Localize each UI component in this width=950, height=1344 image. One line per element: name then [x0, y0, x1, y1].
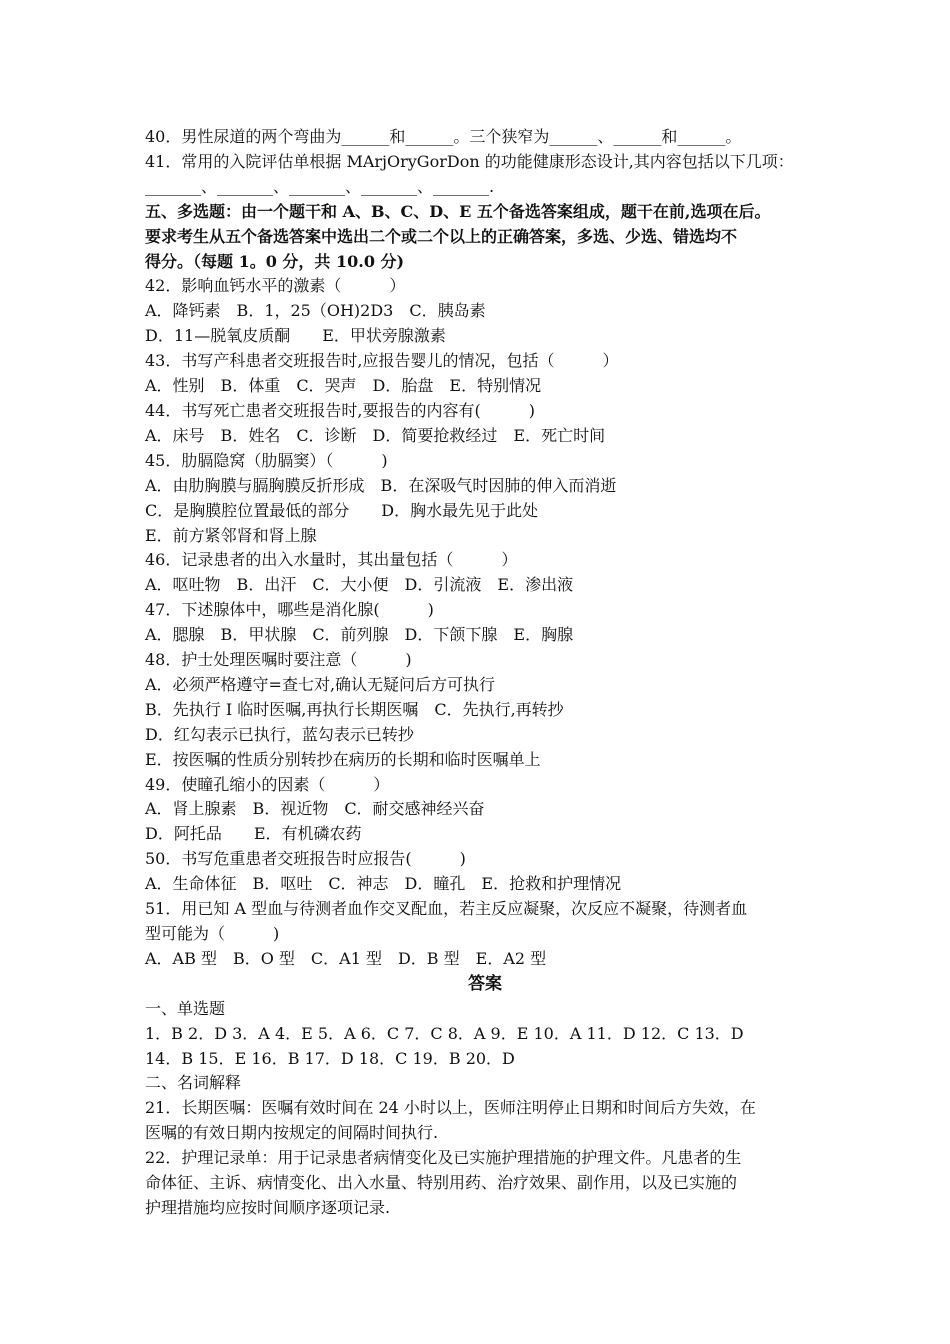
question-49-options-2: D．阿托品 E．有机磷农药	[145, 824, 362, 844]
question-46-options: A．呕吐物 B．出汗 C．大小便 D．引流液 E．渗出液	[145, 575, 574, 595]
question-45-options-1: A．由肋胸膜与膈胸膜反折形成 B．在深吸气时因肺的伸入而消逝	[145, 475, 617, 495]
question-43: 43．书写产科患者交班报告时,应报告婴儿的情况，包括（ ）	[145, 351, 619, 371]
question-48: 48．护士处理医嘱时要注意（ )	[145, 650, 412, 670]
answer-21-cont: 医嘱的有效日期内按规定的间隔时间执行.	[145, 1123, 439, 1143]
answer-22-cont-2: 护理措施均应按时间顺序逐项记录.	[145, 1197, 391, 1217]
question-47: 47．下述腺体中，哪些是消化腺( )	[145, 600, 434, 620]
answers-heading: 答案	[468, 973, 502, 994]
question-48-option-bc: B．先执行 I 临时医嘱,再执行长期医嘱 C．先执行,再转抄	[145, 699, 564, 719]
section-5-instructions: 要求考生从五个备选答案中选出二个或二个以上的正确答案，多选、少选、错选均不	[145, 226, 738, 246]
question-45: 45．肋膈隐窝（肋膈窦）（ )	[145, 450, 388, 470]
section-5-scoring: 得分。（每题 1。0 分，共 10.0 分)	[145, 251, 405, 271]
question-49-options-1: A．肾上腺素 B．视近物 C．耐交感神经兴奋	[145, 799, 485, 819]
question-49: 49．使瞳孔缩小的因素（ ）	[145, 774, 390, 794]
document-page	[145, 125, 825, 1221]
question-44-options: A．床号 B．姓名 C．诊断 D．简要抢救经过 E．死亡时间	[145, 425, 606, 445]
question-45-options-3: E．前方紧邻肾和肾上腺	[145, 525, 317, 545]
answers-section-1: 一、单选题	[145, 998, 226, 1018]
question-45-options-2: C．是胸膜腔位置最低的部分 D．胸水最先见于此处	[145, 500, 539, 520]
question-41: 41．常用的入院评估单根据 MArjOryGorDon 的功能健康形态设计,其内容包括以下几项：	[145, 151, 794, 171]
answer-22: 22．护理记录单：用于记录患者病情变化及已实施护理措施的护理文件。凡患者的生	[145, 1148, 742, 1168]
answers-row-1: 1．B 2．D 3．A 4．E 5．A 6．C 7．C 8．A 9．E 10．A 11．D 12．C 13．D	[145, 1023, 744, 1043]
answer-22-cont-1: 命体征、主诉、病情变化、出入水量、特别用药、治疗效果、副作用，以及已实施的	[145, 1173, 738, 1193]
question-46: 46．记录患者的出入水量时，其出量包括（ ）	[145, 550, 518, 570]
question-47-options: A．腮腺 B．甲状腺 C．前列腺 D．下颌下腺 E．胸腺	[145, 625, 574, 645]
question-42-options-1: A．降钙素 B．1，25（OH)2D3 C．胰岛素	[145, 301, 486, 321]
question-50: 50．书写危重患者交班报告时应报告( )	[145, 849, 466, 869]
question-44: 44．书写死亡患者交班报告时,要报告的内容有( )	[145, 400, 535, 420]
question-51-cont: 型可能为（ )	[145, 924, 280, 943]
question-43-options: A．性别 B．体重 C．哭声 D．胎盘 E．特别情况	[145, 376, 542, 396]
question-51: 51．用已知 A 型血与待测者血作交叉配血，若主反应凝聚，次反应不凝聚，待测者血	[145, 899, 748, 919]
question-50-options: A．生命体征 B．呕吐 C．神志 D．瞳孔 E．抢救和护理情况	[145, 874, 622, 894]
question-41-blanks: _______、_______、_______、_______、_______.	[145, 176, 495, 196]
question-51-options: A．AB 型 B．O 型 C．A1 型 D．B 型 E．A2 型	[145, 948, 547, 968]
question-48-option-a: A．必须严格遵守=查七对,确认无疑问后方可执行	[145, 674, 496, 694]
section-5-heading: 五、多选题：由一个题干和 A、B、C、D、E 五个备选答案组成，题干在前,选项在后。	[145, 201, 771, 221]
question-40: 40．男性尿道的两个弯曲为______和______。三个狭窄为______、______和______。	[145, 127, 742, 146]
question-42: 42．影响血钙水平的激素（ ）	[145, 276, 406, 296]
answers-section-2: 二、名词解释	[145, 1073, 242, 1093]
answer-21: 21．长期医嘱：医嘱有效时间在 24 小时以上，医师注明停止日期和时间后方失效，在	[145, 1098, 756, 1118]
answers-row-2: 14．B 15．E 16．B 17．D 18．C 19．B 20．D	[145, 1048, 515, 1068]
question-48-option-d: D．红勾表示已执行，蓝勾表示已转抄	[145, 724, 414, 744]
question-42-options-2: D．11—脱氧皮质酮 E．甲状旁腺激素	[145, 326, 446, 346]
question-48-option-e: E．按医嘱的性质分别转抄在病历的长期和临时医嘱单上	[145, 749, 541, 769]
